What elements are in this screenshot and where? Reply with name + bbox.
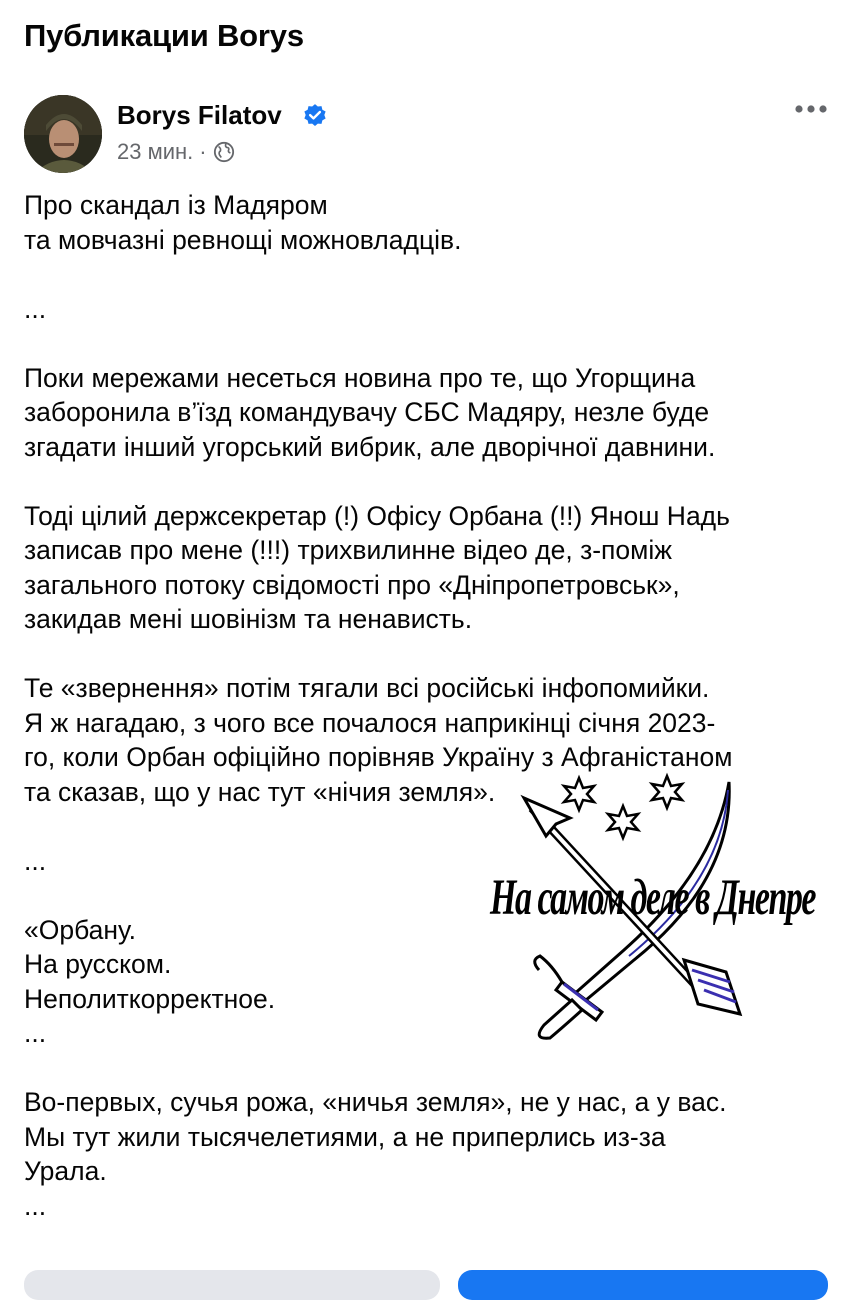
primary-button[interactable] xyxy=(458,1270,828,1300)
author-name[interactable]: Borys Filatov xyxy=(117,100,282,130)
post-paragraph: Во-первых, сучья рожа, «ничья земля», не у нас, а у вас. Мы тут жили тысячелетиями, а не приперлись из-за Урала. ... xyxy=(24,1087,727,1221)
verified-badge-icon xyxy=(302,103,328,129)
star-icon xyxy=(608,806,638,838)
post-body xyxy=(24,188,836,1223)
post-paragraph: ... xyxy=(24,293,47,324)
avatar[interactable] xyxy=(24,95,102,173)
post-paragraph: Поки мережами несеться новина про те, що Угорщина заборонила в’їзд командувачу СБС Мадяру, незле буде згадати інший угорський вибрик, але дворічної давнини. xyxy=(24,362,716,462)
post-header xyxy=(24,95,828,175)
globe-icon xyxy=(213,141,235,163)
post-paragraph: ... xyxy=(24,845,47,876)
post-paragraph: «Орбану. На русском. Неполиткорректное. ... xyxy=(24,914,276,1048)
post-paragraph: Тоді цілий держсекретар (!) Офісу Орбана (!!) Янош Надь записав про мене (!!!) трихвилинне відео де, з-поміж загального потоку свідомості про «Дніпропетровськ», закидав мені шовінізм та ненависть. xyxy=(24,500,730,634)
page-title: Публикации Borys xyxy=(24,18,304,53)
sticker-caption: На самом деле в Днепре xyxy=(490,870,815,926)
more-options-icon[interactable] xyxy=(794,103,828,115)
post-paragraph: Про скандал із Мадяром та мовчазні ревнощі можновладців. xyxy=(24,190,462,255)
post-meta xyxy=(117,139,235,165)
star-icon xyxy=(652,776,682,808)
meta-separator: · xyxy=(199,139,207,164)
star-icon xyxy=(564,778,594,810)
secondary-button[interactable] xyxy=(24,1270,440,1300)
post-time[interactable]: 23 мин. xyxy=(117,139,194,164)
post-paragraph: Те «звернення» потім тягали всі російські інфопомийки. Я ж нагадаю, з чого все почалося наприкінці січня 2023- го, коли Орбан офіційно порівняв Україну з Афганістаном та сказав, що у нас тут «нічия земля». xyxy=(24,673,733,807)
